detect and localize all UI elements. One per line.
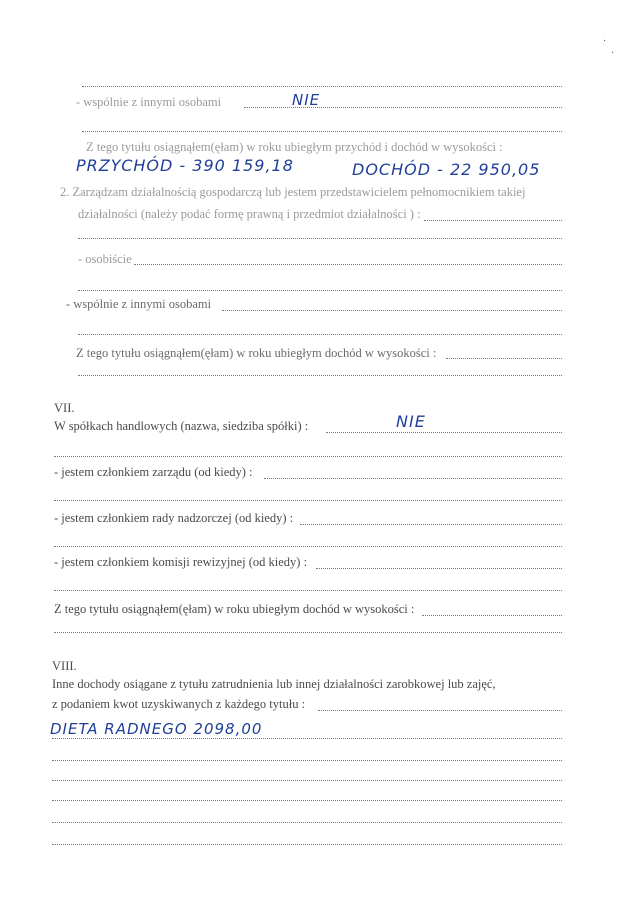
dotted-line: [52, 738, 562, 739]
dotted-line: [78, 290, 562, 291]
rada-label: - jestem członkiem rady nadzorczej (od kiedy) :: [54, 511, 294, 525]
dotted-line: [82, 131, 562, 132]
wspolnie2-label: - wspólnie z innymi osobami: [66, 297, 212, 311]
dotted-line: [78, 238, 562, 239]
section8-heading: VIII.: [52, 659, 77, 673]
dotted-line: [326, 432, 562, 433]
section8-answer: DIETA RADNEGO 2098,00: [50, 720, 263, 738]
dotted-line: [54, 456, 562, 457]
spolki-answer: NIE: [396, 412, 426, 431]
dotted-line: [318, 710, 562, 711]
komisja-label: - jestem członkiem komisji rewizyjnej (od kiedy) :: [54, 555, 308, 569]
dotted-line: [78, 375, 562, 376]
dotted-line: [54, 590, 562, 591]
scan-speck: ·: [611, 48, 615, 59]
section7-heading: VII.: [54, 401, 75, 415]
item2-line1: 2. Zarządzam działalnością gospodarczą lub jestem przedstawicielem pełnomocnikiem takiej: [60, 185, 526, 199]
dochod7-label: Z tego tytułu osiągnąłem(ęłam) w roku ubiegłym dochód w wysokości :: [54, 602, 415, 616]
dotted-line: [82, 86, 562, 87]
spolki-label: W spółkach handlowych (nazwa, siedziba spółki) :: [54, 419, 309, 433]
dotted-line: [54, 500, 562, 501]
dotted-line: [446, 358, 562, 359]
dotted-line: [422, 615, 562, 616]
przychod-answer: PRZYCHÓD - 390 159,18: [76, 156, 294, 175]
dotted-line: [78, 334, 562, 335]
dotted-line: [316, 568, 562, 569]
osobiscie-label: - osobiście: [78, 252, 132, 266]
dotted-line: [52, 844, 562, 845]
zarzad-label: - jestem członkiem zarządu (od kiedy) :: [54, 465, 253, 479]
dotted-line: [52, 780, 562, 781]
dotted-line: [52, 822, 562, 823]
wspolnie-label: - wspólnie z innymi osobami: [76, 95, 222, 109]
dotted-line: [134, 264, 562, 265]
dotted-line: [222, 310, 562, 311]
wspolnie-answer: NIE: [292, 91, 321, 109]
dotted-line: [264, 478, 562, 479]
section8-line2: z podaniem kwot uzyskiwanych z każdego tytułu :: [52, 697, 306, 711]
dochod-answer: DOCHÓD - 22 950,05: [352, 160, 541, 179]
dotted-line: [54, 632, 562, 633]
item2-line2: działalności (należy podać formę prawną i przedmiot działalności ) :: [78, 207, 421, 221]
dotted-line: [54, 546, 562, 547]
dotted-line: [300, 524, 562, 525]
income-label: Z tego tytułu osiągnąłem(ęłam) w roku ubiegłym przychód i dochód w wysokości :: [86, 140, 503, 154]
dotted-line: [424, 220, 562, 221]
dotted-line: [52, 800, 562, 801]
scan-speck: ·: [603, 36, 607, 47]
dochod6-label: Z tego tytułu osiągnąłem(ęłam) w roku ubiegłym dochód w wysokości :: [76, 346, 437, 360]
section8-line1: Inne dochody osiągane z tytułu zatrudnienia lub innej działalności zarobkowej lub zajęć,: [52, 677, 496, 691]
dotted-line: [52, 760, 562, 761]
